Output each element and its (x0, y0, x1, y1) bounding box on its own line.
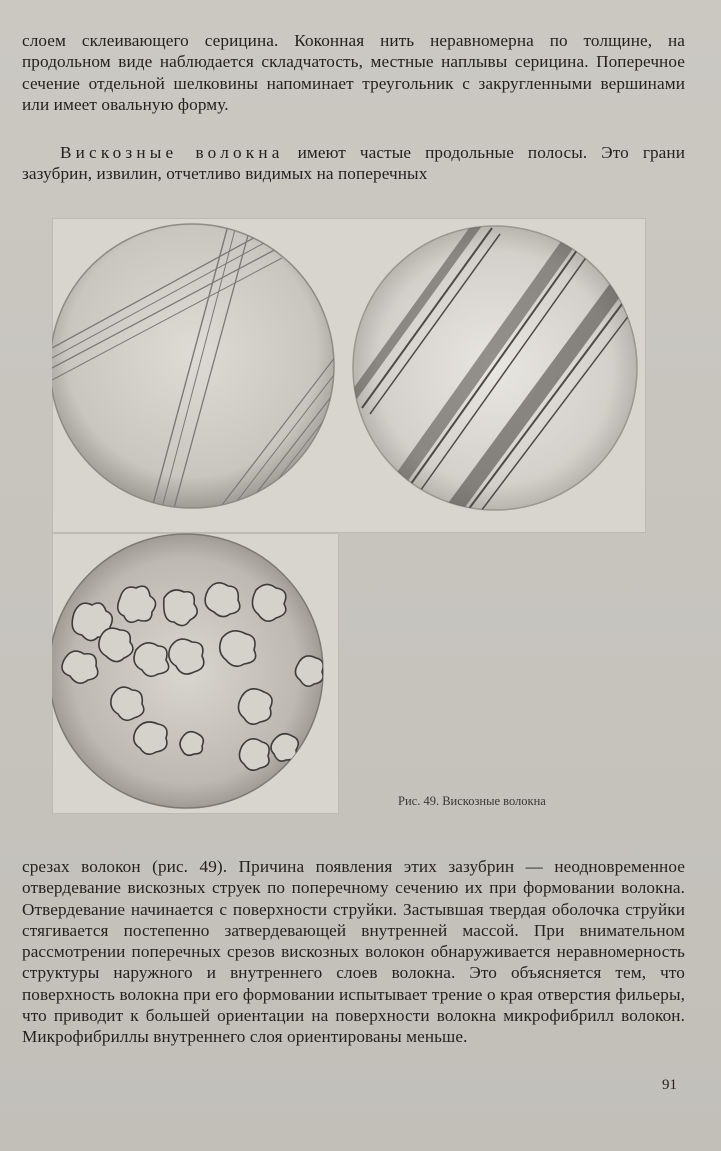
page-number: 91 (662, 1077, 677, 1093)
micrograph-longitudinal-fibers-1 (52, 218, 352, 518)
micrograph-cross-sections (52, 534, 323, 808)
figure-caption: Рис. 49. Вискозные волокна (398, 794, 546, 808)
figure-micrographs (52, 218, 646, 814)
micrograph-longitudinal-fibers-2 (352, 218, 642, 523)
paragraph-viscose-intro-text: имеют частые продольные полосы. Это грани зазубрин, извилин, отчетливо видимых на поперечных (22, 143, 685, 184)
term-viscose-fibers: Вискозные волокна (60, 143, 284, 162)
paragraph-cross-sections: срезах волокон (рис. 49). Причина появления этих зазубрин — неодновременное отвердевание вискозных струек по поперечному сечению их при формовании волокна. Отвердевание начинается с поверхности струйки. Застывшая твердая оболочка струйки стягивается постепенно затвердевающей внутренней массой. При внимательном рассмотрении поперечных срезов вискозных волокон обнаруживается неравномерность структуры наружного и внутреннего слоев волокна. Это объясняется тем, что поверхность волокна при его формовании испытывает трение о края отверстия фильеры, что приводит к большей ориентации на поверхности волокна микрофибрилл волокон. Микрофибриллы внутреннего слоя ориентированы меньше. (22, 857, 685, 1047)
paragraph-viscose-intro (22, 142, 685, 185)
paragraph-silk: слоем склеивающего серицина. Коконная нить неравномерна по толщине, на продольном виде наблюдается складчатость, местные наплывы серицина. Поперечное сечение отдельной шелковины напоминает треугольник с закругленными вершинами или имеет овальную форму. (22, 31, 685, 114)
figure-49 (52, 218, 646, 814)
